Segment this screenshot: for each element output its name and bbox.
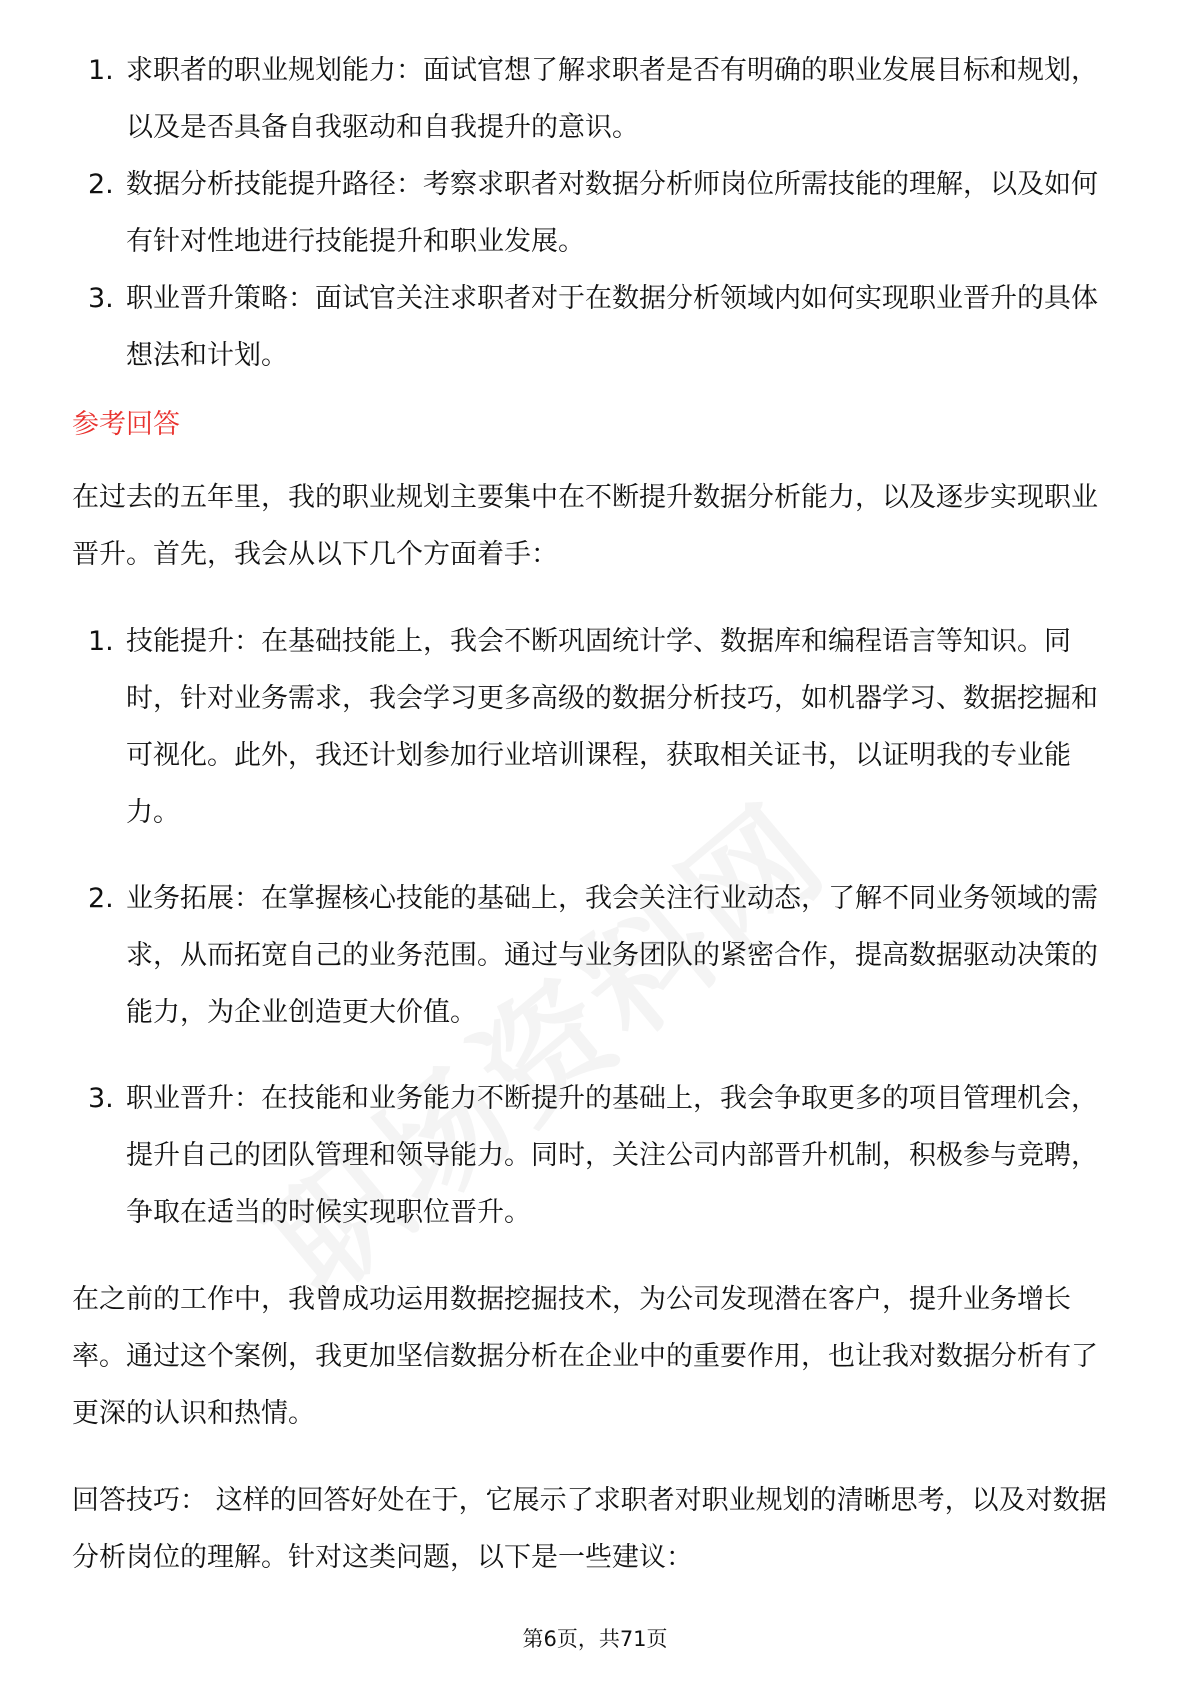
list-item-number: 2.	[88, 169, 114, 200]
tips-paragraph: 回答技巧： 这样的回答好处在于，它展示了求职者对职业规划的清晰思考，以及对数据分析岗位的理解。针对这类问题，以下是一些建议：	[72, 1485, 1107, 1573]
list-item	[72, 870, 1122, 1041]
list-item-text: 数据分析技能提升路径：考察求职者对数据分析师岗位所需技能的理解，以及如何有针对性地进行技能提升和职业发展。	[126, 169, 1098, 257]
page-number-footer: 第6页，共71页	[522, 1627, 668, 1651]
answer-points-list	[72, 613, 1122, 1241]
list-item-number: 3.	[88, 1083, 114, 1114]
list-item-number: 1.	[88, 626, 114, 657]
list-item	[72, 270, 1122, 384]
list-item-text: 职业晋升策略：面试官关注求职者对于在数据分析领域内如何实现职业晋升的具体想法和计划。	[126, 283, 1098, 371]
list-item	[72, 156, 1122, 270]
list-item-text: 求职者的职业规划能力：面试官想了解求职者是否有明确的职业发展目标和规划，以及是否具备自我驱动和自我提升的意识。	[126, 55, 1098, 143]
list-item-number: 2.	[88, 883, 114, 914]
page-content	[72, 42, 1122, 1586]
list-item-text: 职业晋升：在技能和业务能力不断提升的基础上，我会争取更多的项目管理机会，提升自己的团队管理和领导能力。同时，关注公司内部晋升机制，积极参与竞聘，争取在适当的时候实现职位晋升。	[126, 1083, 1098, 1228]
list-item	[72, 42, 1122, 156]
list-item-number: 3.	[88, 283, 114, 314]
case-paragraph: 在之前的工作中，我曾成功运用数据挖掘技术，为公司发现潜在客户，提升业务增长率。通过这个案例，我更加坚信数据分析在企业中的重要作用，也让我对数据分析有了更深的认识和热情。	[72, 1284, 1098, 1429]
question-points-list	[72, 42, 1122, 384]
list-item	[72, 1070, 1122, 1241]
section-title: 参考回答	[72, 409, 180, 440]
list-item	[72, 613, 1122, 841]
intro-paragraph: 在过去的五年里，我的职业规划主要集中在不断提升数据分析能力，以及逐步实现职业晋升。首先，我会从以下几个方面着手：	[72, 482, 1098, 570]
list-item-number: 1.	[88, 55, 114, 86]
list-item-text: 业务拓展：在掌握核心技能的基础上，我会关注行业动态，了解不同业务领域的需求，从而拓宽自己的业务范围。通过与业务团队的紧密合作，提高数据驱动决策的能力，为企业创造更大价值。	[126, 883, 1098, 1028]
list-item-text: 技能提升：在基础技能上，我会不断巩固统计学、数据库和编程语言等知识。同时，针对业务需求，我会学习更多高级的数据分析技巧，如机器学习、数据挖掘和可视化。此外，我还计划参加行业培训课程，获取相关证书，以证明我的专业能力。	[126, 626, 1098, 828]
